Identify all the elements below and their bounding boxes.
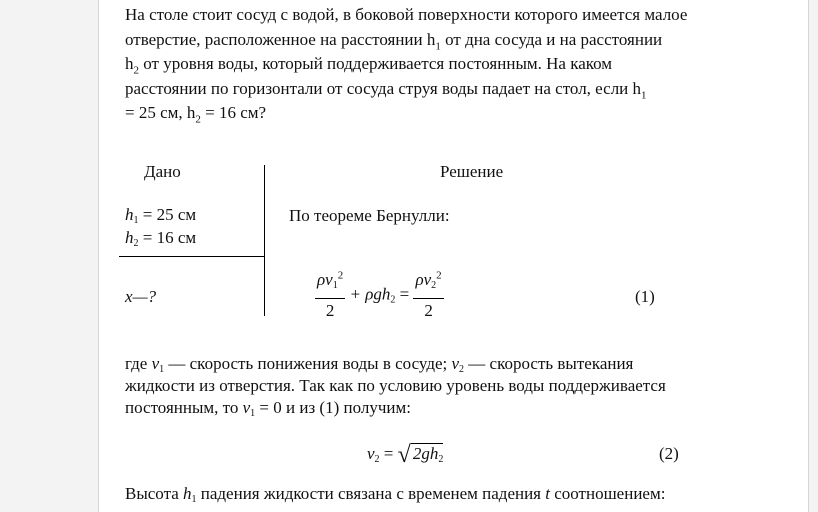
equation-1-number: (1) — [635, 287, 655, 306]
equation-2: v2 = √ 2gh2 — [367, 442, 444, 468]
problem-line-1: На столе стоит сосуд с водой, в боковой поверхности которого имеется малое — [125, 5, 688, 24]
find-x: x—? — [125, 287, 157, 306]
table-vertical-divider — [264, 165, 265, 316]
given-header: Дано — [144, 162, 181, 181]
problem-statement — [125, 3, 747, 126]
problem-line-5: = 25 см, $h_2 = 16$ см? — [125, 103, 267, 126]
last-line: Высота h1 падения жидкости связана с временем падения t соотношением: — [125, 484, 666, 505]
paragraph-1-line-2: жидкости из отверстия. Так как по условию уровень воды поддерживается — [125, 376, 666, 395]
paragraph-1-line-1: где v1 — скорость понижения воды в сосуде; v2 — скорость вытекания — [125, 354, 634, 375]
document-page — [98, 0, 809, 512]
eq1-middle: + ρgh — [345, 284, 391, 304]
sqrt-sign: √ — [397, 442, 411, 468]
given-h1: h1 = 25 см — [125, 205, 197, 226]
table-horizontal-divider — [119, 256, 265, 257]
eq1-lhs-fraction: $\frac{\rho v1^2}{2}$ — [317, 269, 344, 320]
bernoulli-theorem-text: По теореме Бернулли: — [289, 206, 450, 225]
problem-line-3: $h_2$ от уровня воды, который поддерживается постоянным. На каком — [125, 54, 613, 77]
equation-2-number: (2) — [659, 444, 679, 463]
equation-1: $\frac{\rho v1^2}{2}$ + ρgh2 = $\frac{\rho v2^2}{2}$ — [315, 268, 444, 323]
paragraph-1-line-3: постоянным, то v1 = 0 и из (1) получим: — [125, 398, 411, 419]
problem-line-4: расстоянии по горизонтали от сосуда струя воды падает на стол, если $h_1$ — [125, 78, 647, 101]
problem-line-2: отверстие, расположенное на расстоянии $h_1$ от дна сосуда и на расстоянии — [125, 29, 663, 52]
given-h2: h2 = 16 см — [125, 228, 197, 249]
solution-header: Решение — [440, 162, 504, 181]
eq1-rhs-fraction: $\frac{\rho v2^2}{2}$ — [415, 269, 442, 320]
